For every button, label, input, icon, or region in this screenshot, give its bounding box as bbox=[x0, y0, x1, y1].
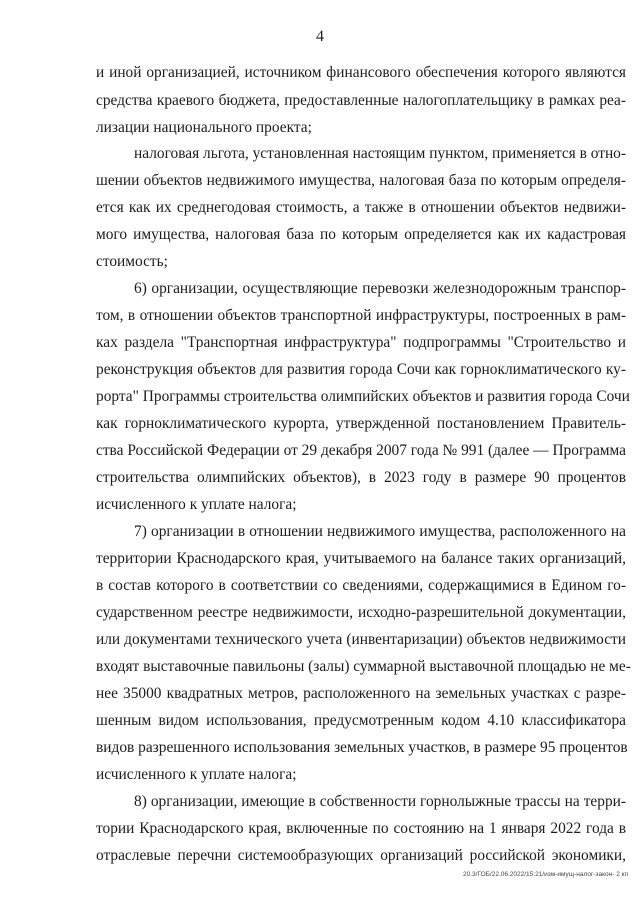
text-line: исчисленного к уплате налога; bbox=[96, 496, 297, 513]
text-line: исчисленного к уплате налога; bbox=[96, 766, 297, 783]
text-line: в состав которого в соответствии со сведениями, содержащимися в Едином го- bbox=[96, 577, 626, 594]
text-line: территории Краснодарского края, учитываемого на балансе таких организаций, bbox=[96, 550, 626, 567]
text-line: налоговая льгота, установленная настоящим пунктом, применяется в отно- bbox=[134, 145, 626, 162]
text-line: видов разрешенного использования земельных участков, в размере 95 процентов bbox=[96, 739, 628, 756]
text-line: реконструкция объектов для развития города Сочи как горноклиматического ку- bbox=[96, 361, 626, 378]
page-number: 4 bbox=[316, 28, 324, 45]
text-line: 6) организации, осуществляющие перевозки железнодорожным транспор- bbox=[134, 280, 626, 297]
text-line: ется как их среднегодовая стоимость, а также в отношении объектов недвижи- bbox=[96, 199, 626, 216]
text-line: мого имущества, налоговая база по которым определяется как их кадастровая bbox=[96, 226, 626, 243]
text-line: лизации национального проекта; bbox=[96, 119, 312, 136]
text-line: как горноклиматического курорта, утвержденной постановлением Правитель- bbox=[96, 415, 626, 432]
text-line: и иной организацией, источником финансового обеспечения которого являются bbox=[96, 64, 626, 81]
text-line: входят выставочные павильоны (залы) суммарной выставочной площадью не ме- bbox=[96, 658, 631, 675]
text-line: нее 35000 квадратных метров, расположенного на земельных участках с разре- bbox=[96, 685, 626, 702]
text-line: рорта" Программы строительства олимпийских объектов и развития города Сочи bbox=[96, 388, 630, 405]
text-line: средства краевого бюджета, предоставленные налогоплательщику в рамках реа- bbox=[96, 92, 626, 109]
text-line: шении объектов недвижимого имущества, налоговая база по которым определя- bbox=[96, 172, 626, 189]
text-line: 8) организации, имеющие в собственности горнолыжные трассы на терри- bbox=[134, 793, 626, 810]
text-line: 7) организации в отношении недвижимого имущества, расположенного на bbox=[134, 523, 626, 540]
text-line: отраслевые перечни системообразующих организаций российской экономики, bbox=[96, 847, 626, 864]
text-line: строительства олимпийских объектов), в 2023 году в размере 90 процентов bbox=[96, 469, 626, 486]
text-line: сударственном реестре недвижимости, исходно-разрешительной документации, bbox=[96, 604, 626, 621]
text-line: или документами технического учета (инвентаризации) объектов недвижимости bbox=[96, 631, 626, 648]
text-line: ках раздела "Транспортная инфраструктура" подпрограммы "Строительство и bbox=[96, 334, 626, 351]
text-line: стоимость; bbox=[96, 253, 168, 270]
text-line: шенным видом использования, предусмотренным кодом 4.10 классификатора bbox=[96, 712, 626, 729]
document-footer-code: 20.3/ГОБ/22.06.2022/15:21/изм-имущ-налог-закон- 2 кп bbox=[462, 871, 628, 878]
text-line: том, в отношении объектов транспортной инфраструктуры, построенных в рам- bbox=[96, 307, 626, 324]
text-line: ства Российской Федерации от 29 декабря 2007 года № 991 (далее — Программа bbox=[96, 442, 626, 459]
text-line: тории Краснодарского края, включенные по состоянию на 1 января 2022 года в bbox=[96, 820, 626, 837]
